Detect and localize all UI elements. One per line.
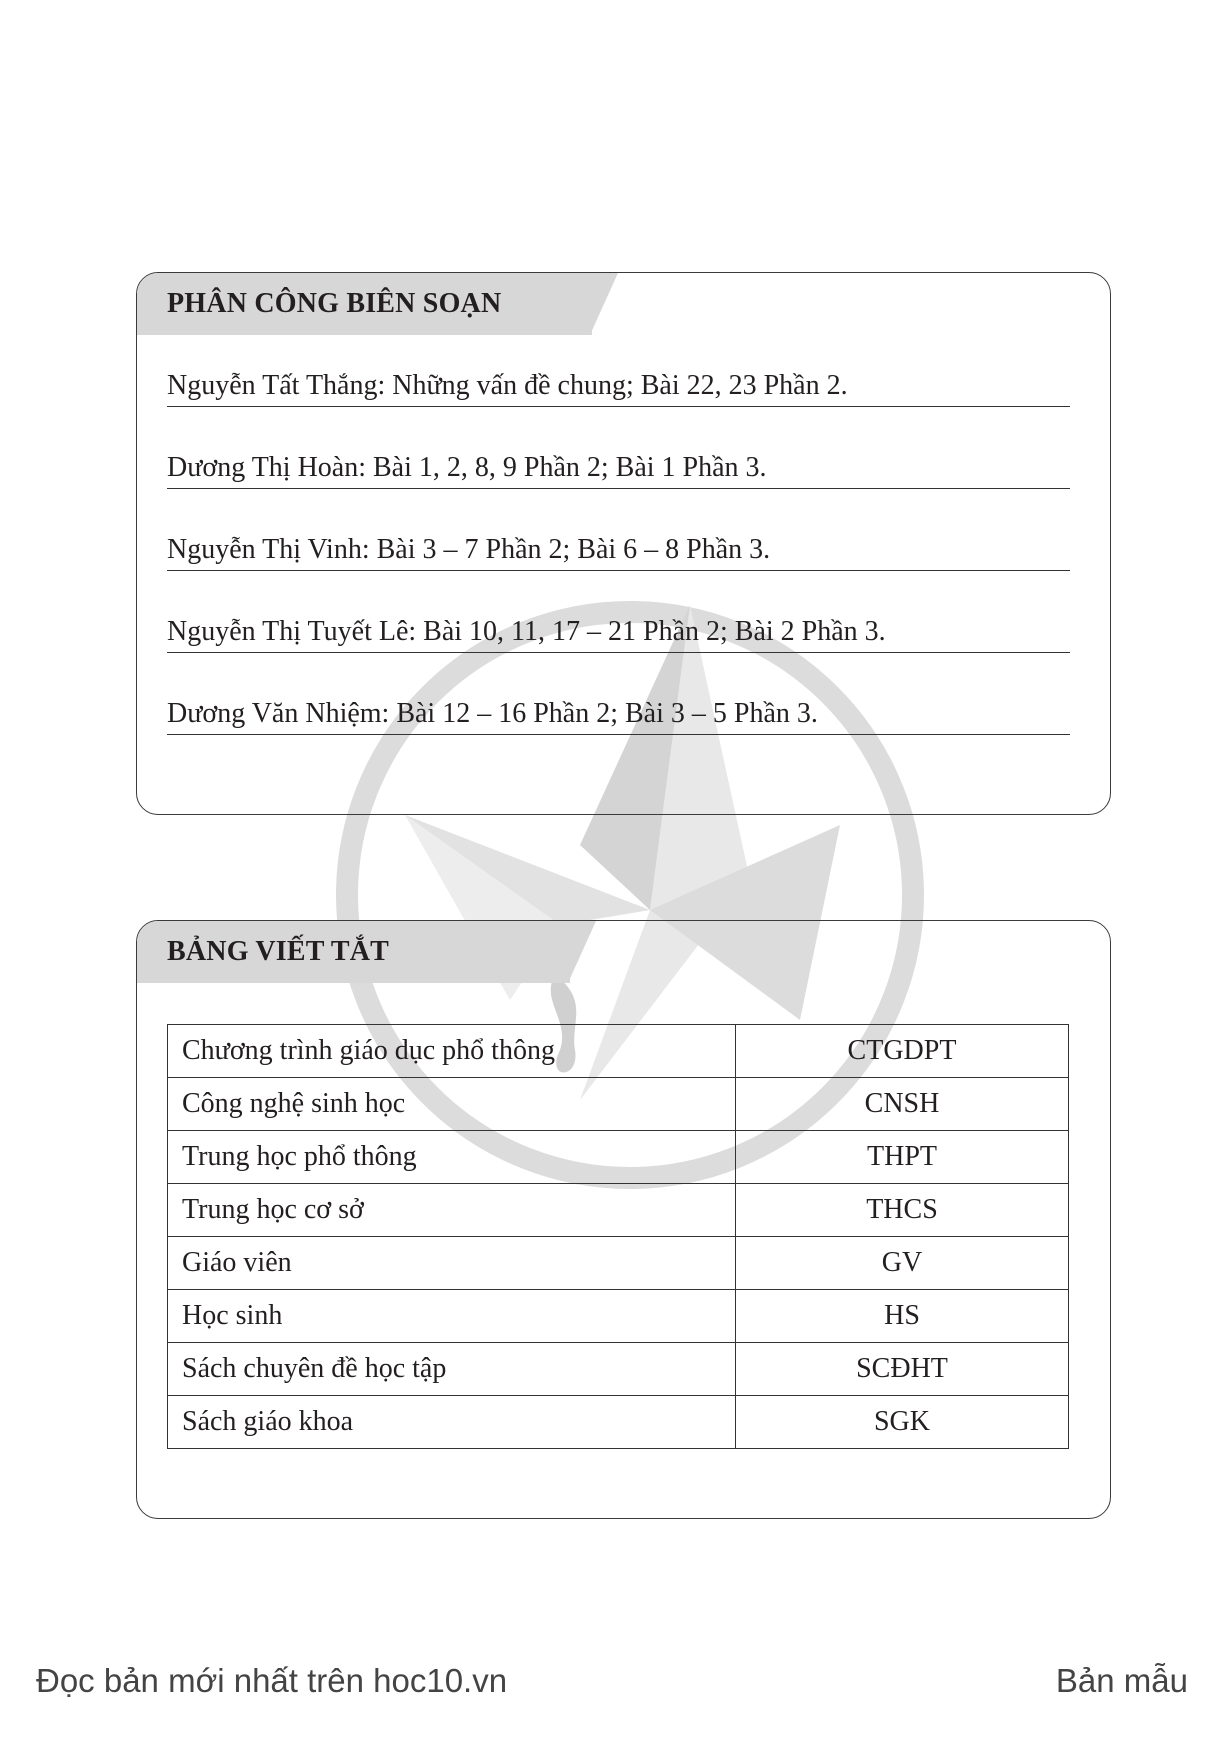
footer-sample-label: Bản mẫu [1055, 1662, 1188, 1699]
abbr-full-cell: Trung học phổ thông [168, 1131, 736, 1184]
table-row [168, 1290, 1069, 1343]
abbreviations-title-slant [568, 921, 596, 983]
abbr-short-cell: SGK [736, 1396, 1069, 1449]
abbr-full-cell: Giáo viên [168, 1237, 736, 1290]
abbreviations-title: BẢNG VIẾT TẮT [137, 921, 570, 983]
abbr-full-cell: Học sinh [168, 1290, 736, 1343]
footer-source-note: Đọc bản mới nhất trên hoc10.vn [36, 1662, 508, 1699]
abbr-short-cell: THCS [736, 1184, 1069, 1237]
table-row [168, 1396, 1069, 1449]
table-row [168, 1131, 1069, 1184]
assignment-box [136, 272, 1111, 815]
assignment-line: Dương Thị Hoàn: Bài 1, 2, 8, 9 Phần 2; Bài 1 Phần 3. [167, 407, 1070, 489]
abbr-short-cell: CTGDPT [736, 1025, 1069, 1078]
abbr-full-cell: Công nghệ sinh học [168, 1078, 736, 1131]
abbr-short-cell: THPT [736, 1131, 1069, 1184]
abbr-full-cell: Sách chuyên đề học tập [168, 1343, 736, 1396]
abbr-full-cell: Chương trình giáo dục phổ thông [168, 1025, 736, 1078]
abbr-full-cell: Trung học cơ sở [168, 1184, 736, 1237]
assignment-title: PHÂN CÔNG BIÊN SOẠN [137, 273, 592, 335]
table-row [168, 1184, 1069, 1237]
assignment-line: Nguyễn Tất Thắng: Những vấn đề chung; Bài 22, 23 Phần 2. [167, 355, 1070, 407]
abbr-short-cell: SCĐHT [736, 1343, 1069, 1396]
table-row [168, 1078, 1069, 1131]
abbr-short-cell: HS [736, 1290, 1069, 1343]
abbr-full-cell: Sách giáo khoa [168, 1396, 736, 1449]
abbreviations-box [136, 920, 1111, 1519]
abbr-short-cell: CNSH [736, 1078, 1069, 1131]
assignment-line: Dương Văn Nhiệm: Bài 12 – 16 Phần 2; Bài 3 – 5 Phần 3. [167, 653, 1070, 735]
assignment-list [167, 355, 1070, 735]
assignment-title-slant [590, 273, 618, 335]
assignment-line: Nguyễn Thị Tuyết Lê: Bài 10, 11, 17 – 21 Phần 2; Bài 2 Phần 3. [167, 571, 1070, 653]
table-row [168, 1237, 1069, 1290]
abbr-short-cell: GV [736, 1237, 1069, 1290]
abbreviations-table [167, 1024, 1069, 1449]
table-row [168, 1025, 1069, 1078]
assignment-line: Nguyễn Thị Vinh: Bài 3 – 7 Phần 2; Bài 6 – 8 Phần 3. [167, 489, 1070, 571]
table-row [168, 1343, 1069, 1396]
